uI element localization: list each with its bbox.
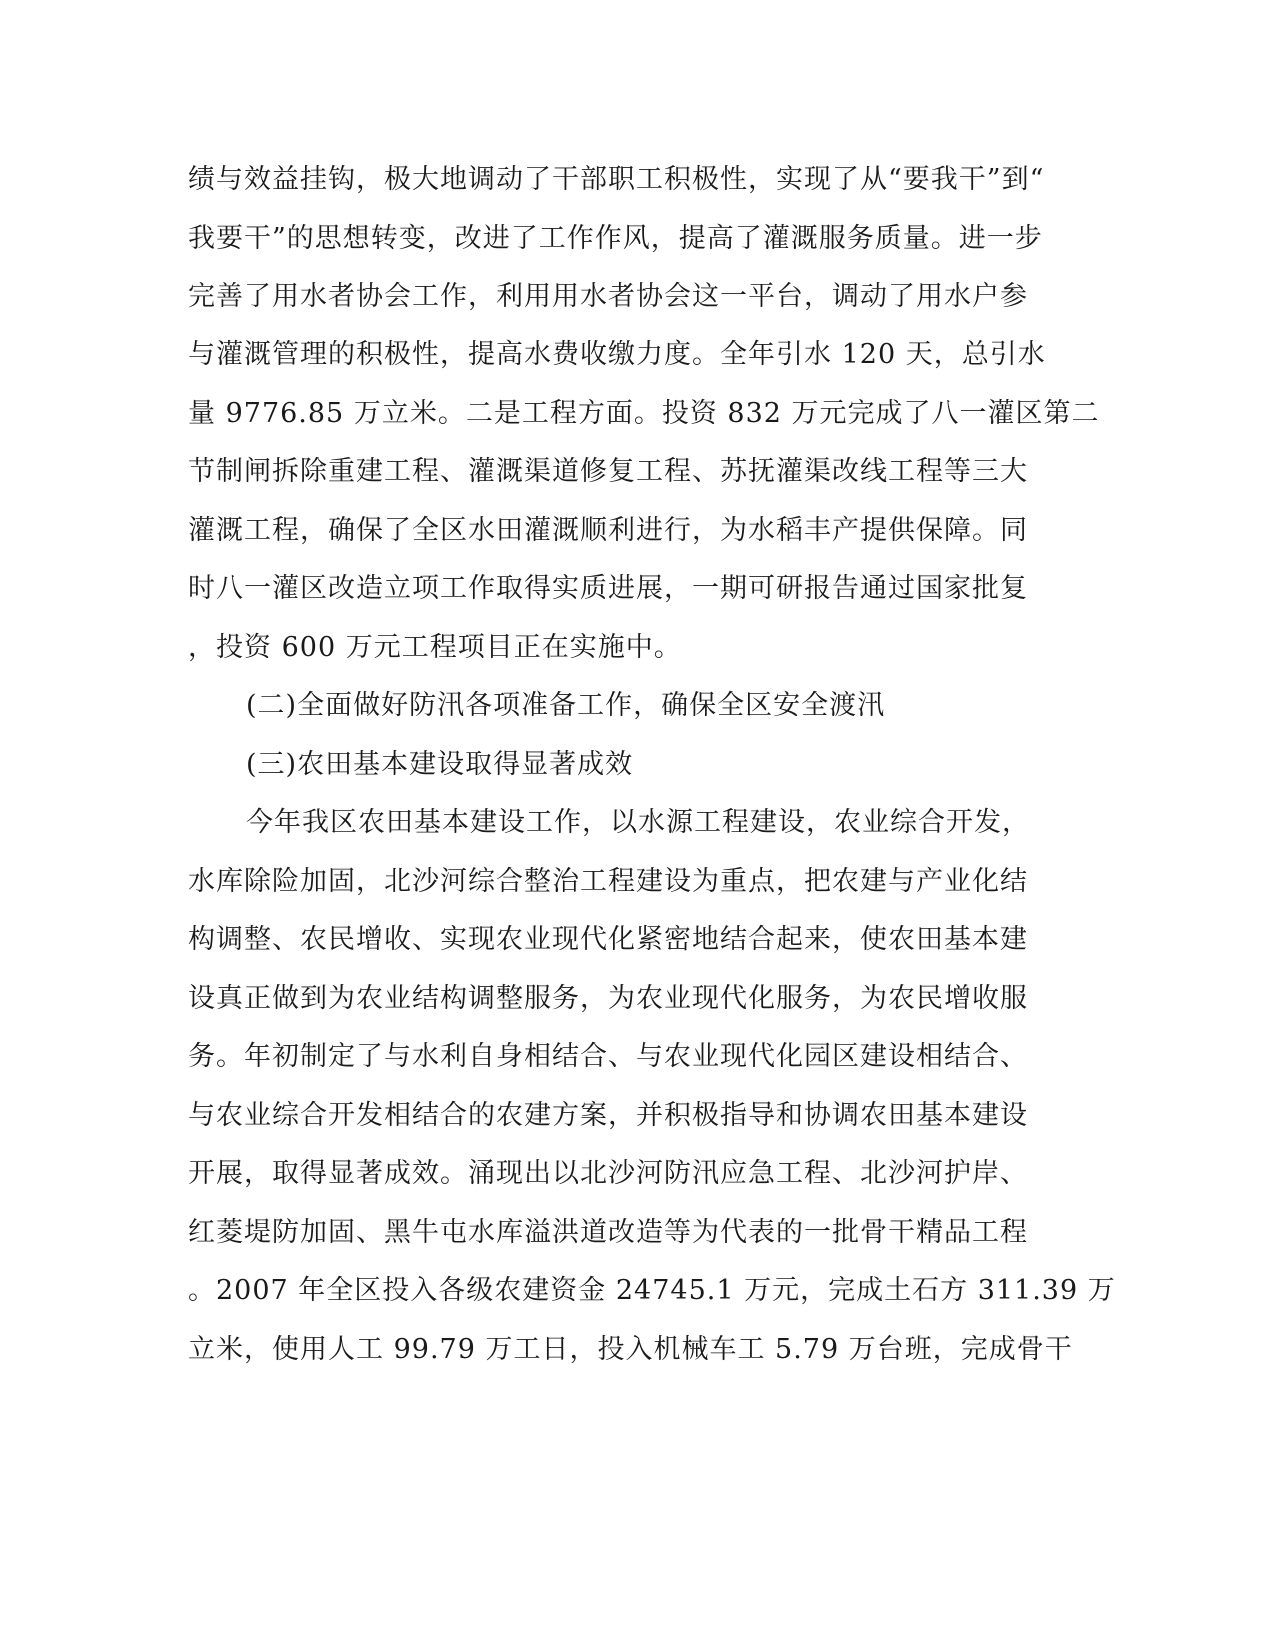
paragraph-line-4: 与灌溉管理的积极性，提高水费收缴力度。全年引水 120 天，总引水	[188, 339, 1046, 370]
paragraph-line-2: 我要干”的思想转变，改进了工作作风，提高了灌溉服务质量。进一步	[188, 223, 1043, 254]
paragraph-line-20: 。2007 年全区投入各级农建资金 24745.1 万元，完成土石方 311.39 万	[188, 1275, 1116, 1306]
paragraph-line-19: 红菱堤防加固、黑牛屯水库溢洪道改造等为代表的一批骨干精品工程	[188, 1217, 1028, 1248]
paragraph-line-21: 立米，使用人工 99.79 万工日，投入机械车工 5.79 万台班，完成骨干	[188, 1334, 1073, 1365]
paragraph-line-1: 绩与效益挂钩，极大地调动了干部职工积极性，实现了从“要我干”到“	[188, 164, 1045, 195]
paragraph-line-17: 与农业综合开发相结合的农建方案，并积极指导和协调农田基本建设	[188, 1100, 1028, 1131]
paragraph-line-12: 今年我区农田基本建设工作，以水源工程建设，农业综合开发，	[246, 807, 1030, 838]
paragraph-line-5: 量 9776.85 万立米。二是工程方面。投资 832 万元完成了八一灌区第二	[188, 398, 1100, 429]
paragraph-line-6: 节制闸拆除重建工程、灌溉渠道修复工程、苏抚灌渠改线工程等三大	[188, 456, 1028, 487]
paragraph-line-3: 完善了用水者协会工作，利用用水者协会这一平台，调动了用水户参	[188, 281, 1028, 312]
paragraph-line-7: 灌溉工程，确保了全区水田灌溉顺利进行，为水稻丰产提供保障。同	[188, 515, 1028, 546]
paragraph-line-14: 构调整、农民增收、实现农业现代化紧密地结合起来，使农田基本建	[188, 924, 1028, 955]
paragraph-line-13: 水库除险加固，北沙河综合整治工程建设为重点，把农建与产业化结	[188, 866, 1028, 897]
section-heading-2: (二)全面做好防汛各项准备工作，确保全区安全渡汛	[246, 690, 886, 721]
paragraph-line-9: ，投资 600 万元工程项目正在实施中。	[188, 632, 682, 663]
paragraph-line-16: 务。年初制定了与水利自身相结合、与农业现代化园区建设相结合、	[188, 1041, 1028, 1072]
paragraph-line-18: 开展，取得显著成效。涌现出以北沙河防汛应急工程、北沙河护岸、	[188, 1158, 1028, 1189]
paragraph-line-8: 时八一灌区改造立项工作取得实质进展，一期可研报告通过国家批复	[188, 573, 1028, 604]
section-heading-3: (三)农田基本建设取得显著成效	[246, 749, 634, 780]
paragraph-line-15: 设真正做到为农业结构调整服务，为农业现代化服务，为农民增收服	[188, 983, 1028, 1014]
